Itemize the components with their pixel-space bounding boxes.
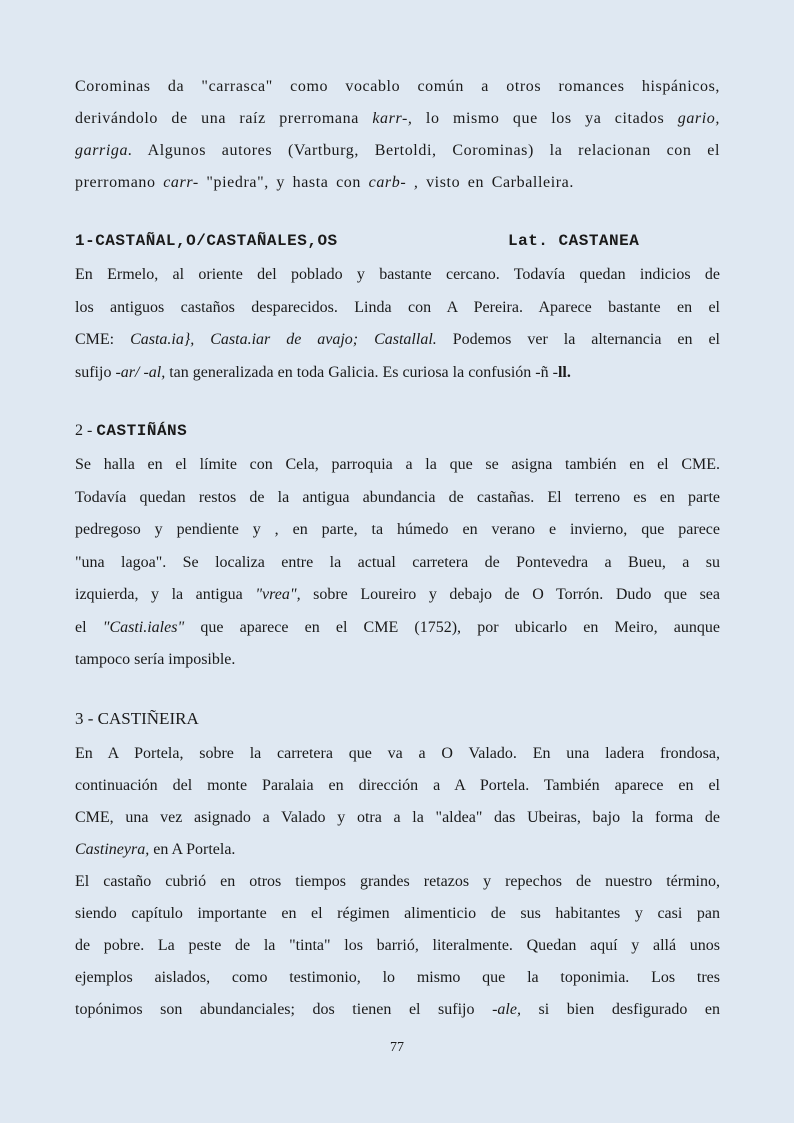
text-line xyxy=(75,264,720,286)
text-segment: de pobre. La peste de la "tinta" los barrió, literalmente. Quedan aquí y allá unos xyxy=(75,937,720,954)
text-segment: en A Portela. xyxy=(149,841,236,858)
text-segment: En A Portela, sobre la carretera que va a O Valado. En una ladera frondosa, xyxy=(75,745,720,762)
text-segment: gario, xyxy=(677,110,720,127)
text-line xyxy=(75,108,720,130)
text-line xyxy=(75,552,720,574)
section-title-2: CASTIÑÁNS xyxy=(96,422,188,440)
text-line xyxy=(75,839,720,861)
text-segment: En Ermelo, al oriente del poblado y bastante cercano. Todavía quedan indicios de xyxy=(75,266,720,283)
text-segment: Todavía quedan restos de la antigua abundancia de castañas. El terreno es en parte xyxy=(75,488,720,506)
text-line xyxy=(75,903,720,925)
text-segment: sobre Loureiro y debajo de O Torrón. Dudo que sea xyxy=(300,586,720,603)
text-segment: topónimos son abundanciales; dos tienen el sufijo xyxy=(75,1001,493,1018)
section-number-2: 2 - xyxy=(75,422,97,439)
text-segment: garriga. xyxy=(75,142,133,159)
text-line xyxy=(75,329,720,351)
section-heading-1 xyxy=(75,230,640,252)
text-segment: -ale, xyxy=(492,1001,521,1018)
text-segment: "vrea", xyxy=(255,586,301,603)
text-line xyxy=(75,297,720,319)
text-segment: siendo capítulo importante en el régimen alimenticio de sus habitantes y casi pan xyxy=(75,905,720,922)
text-segment: "piedra", y hasta con xyxy=(198,174,369,191)
text-line xyxy=(75,967,720,989)
text-segment: izquierda, y la antigua xyxy=(75,586,256,603)
text-segment: continuación del monte Paralaia en dirección a A Portela. También aparece en el xyxy=(75,777,720,794)
text-line xyxy=(75,775,720,797)
text-segment: "Casti.iales" xyxy=(102,618,185,636)
page-number: 77 xyxy=(390,1040,404,1055)
section-heading-3 xyxy=(75,708,199,730)
text-segment: el xyxy=(75,618,103,636)
text-segment: Se halla en el límite con Cela, parroquia a la que se asigna también en el CME. xyxy=(75,456,720,473)
text-segment: prerromano xyxy=(75,174,164,191)
text-segment: tan generalizada en toda Galicia. Es curiosa la confusión -ñ - xyxy=(165,363,558,381)
text-segment: Corominas da "carrasca" como vocablo común a otros romances hispánicos, xyxy=(75,78,720,95)
text-segment: lo mismo que los ya citados xyxy=(412,110,678,127)
text-line xyxy=(75,999,720,1021)
section-heading-2 xyxy=(75,420,187,442)
text-segment: CME: xyxy=(75,331,131,348)
text-line xyxy=(75,743,720,765)
text-line xyxy=(75,935,720,957)
text-segment: karr-, xyxy=(372,110,413,127)
text-line xyxy=(75,617,720,639)
text-segment: ll. xyxy=(557,363,571,381)
text-segment: que aparece en el CME (1752), por ubicarlo en Meiro, aunque xyxy=(184,618,720,636)
text-line xyxy=(75,172,720,194)
text-segment: Podemos ver la alternancia en el xyxy=(436,331,720,348)
text-segment: -ar/ -al, xyxy=(115,363,166,381)
text-segment: los antiguos castaños desparecidos. Linda con A Pereira. Aparece bastante en el xyxy=(75,298,720,316)
text-segment: si bien desfigurado en xyxy=(520,1001,720,1018)
text-segment: Casta.ia}, Casta.iar de avajo; Castallal. xyxy=(130,331,437,348)
section-title-3: 3 - CASTIÑEIRA xyxy=(75,709,199,728)
text-segment: tampoco sería imposible. xyxy=(75,651,236,668)
text-line xyxy=(75,584,720,606)
text-segment: derivándolo de una raíz prerromana xyxy=(75,110,373,127)
text-segment: carr- xyxy=(163,174,199,191)
section-etymology-1: Lat. CASTANEA xyxy=(508,232,640,250)
text-line xyxy=(75,649,720,671)
text-segment: Algunos autores (Vartburg, Bertoldi, Corominas) la relacionan con el xyxy=(132,142,720,159)
text-line xyxy=(75,487,720,509)
text-segment: CME, una vez asignado a Valado y otra a la "aldea" das Ubeiras, bajo la forma de xyxy=(75,809,720,826)
text-line xyxy=(75,362,720,384)
text-line xyxy=(75,807,720,829)
text-segment: El castaño cubrió en otros tiempos grandes retazos y repechos de nuestro término, xyxy=(75,873,720,890)
text-segment: ejemplos aislados, como testimonio, lo mismo que la toponimia. Los tres xyxy=(75,969,720,986)
text-line xyxy=(75,519,720,541)
text-segment: visto en Carballeira. xyxy=(418,174,574,191)
section-title-1: 1-CASTAÑAL,O/CASTAÑALES,OS xyxy=(75,232,338,250)
text-segment: Castineyra, xyxy=(75,841,150,858)
text-segment: sufijo xyxy=(75,363,116,381)
text-segment: pedregoso y pendiente y , en parte, ta húmedo en verano e invierno, que parece xyxy=(75,521,720,538)
text-line xyxy=(75,454,720,476)
text-segment: "una lagoa". Se localiza entre la actual carretera de Pontevedra a Bueu, a su xyxy=(75,553,720,571)
text-line xyxy=(75,140,720,162)
text-line xyxy=(75,76,720,98)
text-segment: carb- , xyxy=(368,174,419,191)
text-line xyxy=(75,871,720,893)
